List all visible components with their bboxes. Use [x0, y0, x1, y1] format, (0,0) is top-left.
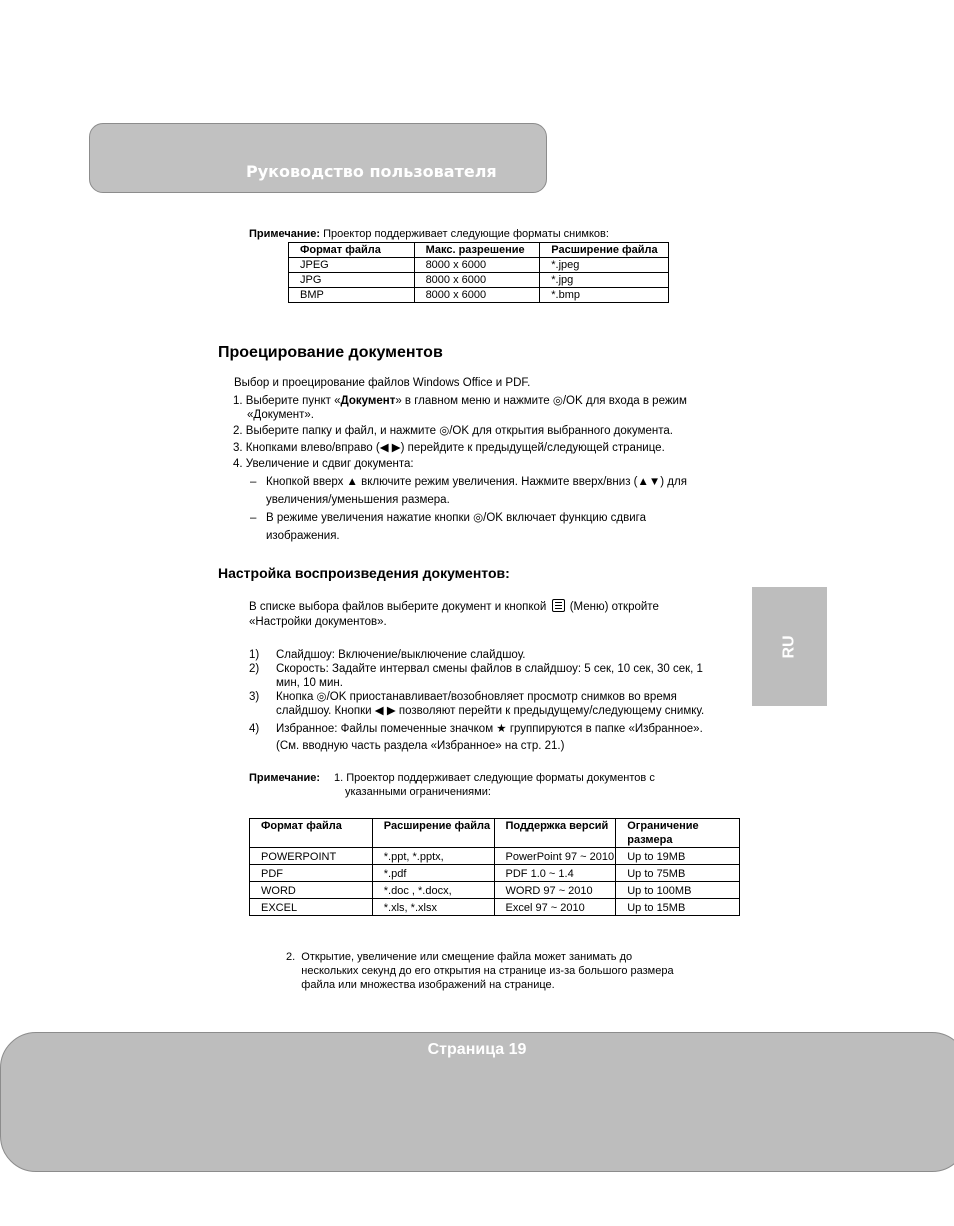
table-row [250, 848, 740, 865]
table-cell: 8000 x 6000 [414, 288, 540, 303]
page-number: Страница 19 [427, 1041, 527, 1058]
table-cell: EXCEL [250, 899, 373, 916]
document-formats-table [249, 818, 740, 916]
list-number: 3) [249, 691, 260, 703]
list-number: 1) [249, 649, 260, 661]
language-tab-label: RU [780, 634, 798, 659]
table-header-cell: Формат файла [289, 243, 415, 258]
list-item: Кнопка ◎/OK приостанавливает/возобновляет просмотр снимков во время [276, 691, 677, 703]
table-cell: PowerPoint 97 ~ 2010 [494, 848, 616, 865]
list-number: 4) [249, 723, 260, 735]
table-cell: Up to 100MB [616, 882, 740, 899]
note1-text: Проектор поддерживает следующие форматы снимков: [320, 228, 609, 240]
table-header-cell: Ограничение размера [616, 819, 740, 848]
step-1: 1. Выберите пункт «Документ» в главном меню и нажмите ◎/OK для входа в режим [233, 395, 687, 407]
note2-item1-line2: указанными ограничениями: [345, 786, 491, 798]
table-row [250, 882, 740, 899]
table-row [250, 865, 740, 882]
table-header-cell: Формат файла [250, 819, 373, 848]
table-cell: *.ppt, *.pptx, [372, 848, 494, 865]
section-title-document-playback-settings: Настройка воспроизведения документов: [218, 565, 510, 581]
table-cell: 8000 x 6000 [414, 273, 540, 288]
note2-item1-line1: 1. Проектор поддерживает следующие форматы документов с [334, 772, 655, 784]
table-cell: *.jpg [540, 273, 669, 288]
table-header-cell: Расширение файла [372, 819, 494, 848]
list-number: 2) [249, 663, 260, 675]
list-item-continuation: мин, 10 мин. [276, 677, 343, 689]
substep-1-line2: увеличения/уменьшения размера. [266, 494, 450, 506]
step-3: 3. Кнопками влево/вправо (◀ ▶) перейдите к предыдущей/следующей странице. [233, 442, 665, 454]
table-header-cell: Расширение файла [540, 243, 669, 258]
table-row [289, 258, 669, 273]
table-row [289, 288, 669, 303]
table-cell: Excel 97 ~ 2010 [494, 899, 616, 916]
list-item: Скорость: Задайте интервал смены файлов в слайдшоу: 5 сек, 10 сек, 30 сек, 1 [276, 663, 703, 675]
table-cell: POWERPOINT [250, 848, 373, 865]
step-1-continuation: «Документ». [247, 409, 315, 421]
list-item-continuation: слайдшоу. Кнопки ◀ ▶ позволяют перейти к предыдущему/следующему снимку. [276, 705, 705, 717]
table-cell: Up to 75MB [616, 865, 740, 882]
table-cell: BMP [289, 288, 415, 303]
menu-icon [552, 599, 565, 612]
table-header-cell: Макс. разрешение [414, 243, 540, 258]
section-title-document-projection: Проецирование документов [218, 344, 443, 361]
note1 [249, 228, 609, 240]
table-header-row [250, 819, 740, 848]
step-2: 2. Выберите папку и файл, и нажмите ◎/OK для открытия выбранного документа. [233, 425, 673, 437]
dash-bullet: – [250, 476, 257, 488]
table-cell: *.xls, *.xlsx [372, 899, 494, 916]
section2-intro-line2: «Настройки документов». [249, 616, 387, 628]
header-tab [89, 123, 547, 193]
step-4: 4. Увеличение и сдвиг документа: [233, 458, 414, 470]
table-header-cell: Поддержка версий [494, 819, 616, 848]
table-cell: *.jpeg [540, 258, 669, 273]
table-cell: WORD [250, 882, 373, 899]
table-cell: 8000 x 6000 [414, 258, 540, 273]
table-cell: Up to 19MB [616, 848, 740, 865]
note2-label: Примечание: [249, 772, 321, 784]
table-cell: JPEG [289, 258, 415, 273]
list-item-continuation: (См. вводную часть раздела «Избранное» на стр. 21.) [276, 740, 565, 752]
header-title: Руководство пользователя [246, 162, 497, 181]
dash-bullet: – [250, 512, 257, 524]
table-row [250, 899, 740, 916]
section2-intro-line1: В списке выбора файлов выберите документ и кнопкой (Меню) откройте [249, 601, 659, 613]
substep-2-line1: В режиме увеличения нажатие кнопки ◎/OK включает функцию сдвига [266, 512, 647, 524]
image-formats-table [288, 242, 669, 303]
table-header-row [289, 243, 669, 258]
table-row [289, 273, 669, 288]
table-cell: *.pdf [372, 865, 494, 882]
table-cell: *.doc , *.docx, [372, 882, 494, 899]
table-cell: PDF 1.0 ~ 1.4 [494, 865, 616, 882]
substep-1-line1: Кнопкой вверх ▲ включите режим увеличения. Нажмите вверх/вниз (▲▼) для [266, 476, 687, 488]
section1-intro: Выбор и проецирование файлов Windows Office и PDF. [234, 377, 531, 389]
note2-item2: 2. Открытие, увеличение или смещение файла может занимать до нескольких секунд до его открытия на странице из-за большого размера файла или множества изображений на странице. [286, 951, 674, 991]
table-cell: PDF [250, 865, 373, 882]
table-cell: *.bmp [540, 288, 669, 303]
table-cell: Up to 15MB [616, 899, 740, 916]
substep-2-line2: изображения. [266, 530, 340, 542]
table-cell: WORD 97 ~ 2010 [494, 882, 616, 899]
table-cell: JPG [289, 273, 415, 288]
note1-label: Примечание: [249, 228, 321, 240]
list-item: Слайдшоу: Включение/выключение слайдшоу. [276, 649, 526, 661]
list-item: Избранное: Файлы помеченные значком ★ группируются в папке «Избранное». [276, 723, 703, 735]
